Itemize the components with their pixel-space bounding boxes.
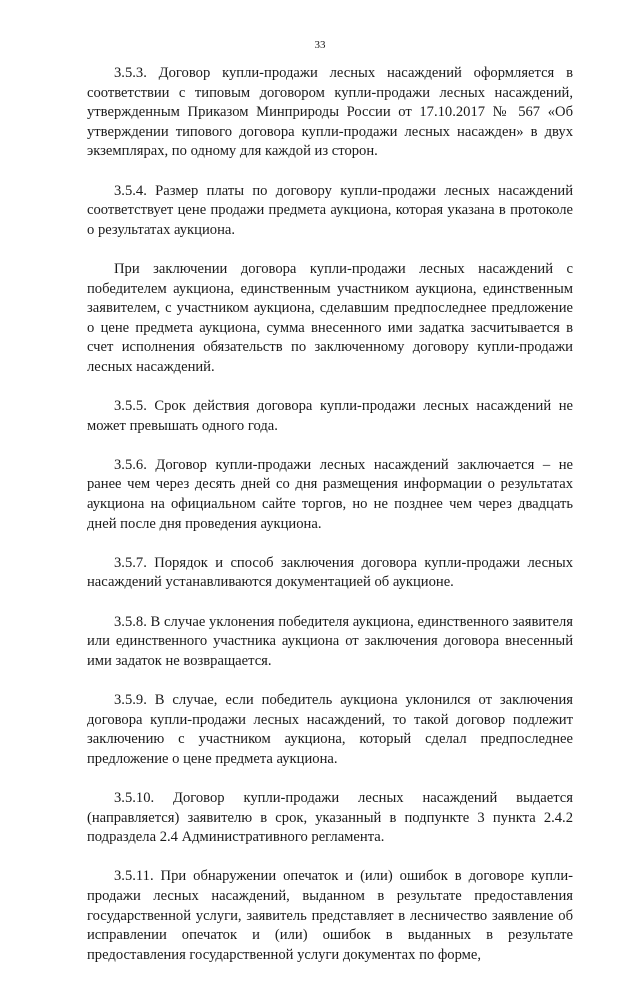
paragraph-3-5-9: 3.5.9. В случае, если победитель аукциона уклонился от заключения договора купли-продажи лесных насаждений, то такой договор подлежит заключению с участником аукциона, который сделал предпоследнее предложение о цене предмета аукциона. [87,692,573,767]
paragraph-3-5-5: 3.5.5. Срок действия договора купли-продажи лесных насаждений не может превышать одного года. [87,398,573,434]
paragraph-3-5-6: 3.5.6. Договор купли-продажи лесных насаждений заключается – не ранее чем через десять дней со дня размещения информации о результатах аукциона на официальном сайте торгов, но не позднее чем через двадцать дней после дня проведения аукциона. [87,456,573,532]
paragraph-3-5-3: 3.5.3. Договор купли-продажи лесных насаждений оформляется в соответствии с типовым договором купли-продажи лесных насаждений, утвержденным Приказом Минприроды России от 17.10.2017 № 567 «Об утверждении типового договора купли-продажи лесных насажден» в двух экземплярах, по одному для каждой из сторон. [87,65,573,160]
paragraph-3-5-8: 3.5.8. В случае уклонения победителя аукциона, единственного заявителя или единственного участника аукциона от заключения договора внесенный ими задаток не возвращается. [87,613,573,669]
paragraph-3-5-11: 3.5.11. При обнаружении опечаток и (или) ошибок в договоре купли-продажи лесных насаждений, выданном в результате предоставления государственной услуги, заявитель представляет в лесничество заявление об исправлении опечаток и (или) ошибок в выданных в результате предоставления государственной услуги документах по форме, [87,868,573,963]
paragraph-deposit-credit: При заключении договора купли-продажи лесных насаждений с победителем аукциона, единственным участником аукциона, единственным заявителем, с участником аукциона, сделавшим предпоследнее предложение о цене предмета аукциона, сумма внесенного ими задатка засчитывается в счет исполнения обязательств по заключенному договору купли-продажи лесных насаждений. [87,260,573,375]
paragraph-3-5-7: 3.5.7. Порядок и способ заключения договора купли-продажи лесных насаждений устанавливаются документацией об аукционе. [87,554,573,591]
page-number: 33 [314,39,326,51]
document-body [87,64,573,985]
paragraph-3-5-10: 3.5.10. Договор купли-продажи лесных насаждений выдается (направляется) заявителю в срок, указанный в подпункте 3 пункта 2.4.2 подраздела 2.4 Административного регламента. [87,789,573,846]
paragraph-3-5-4: 3.5.4. Размер платы по договору купли-продажи лесных насаждений соответствует цене продажи предмета аукциона, которая указана в протоколе о результатах аукциона. [87,182,573,238]
